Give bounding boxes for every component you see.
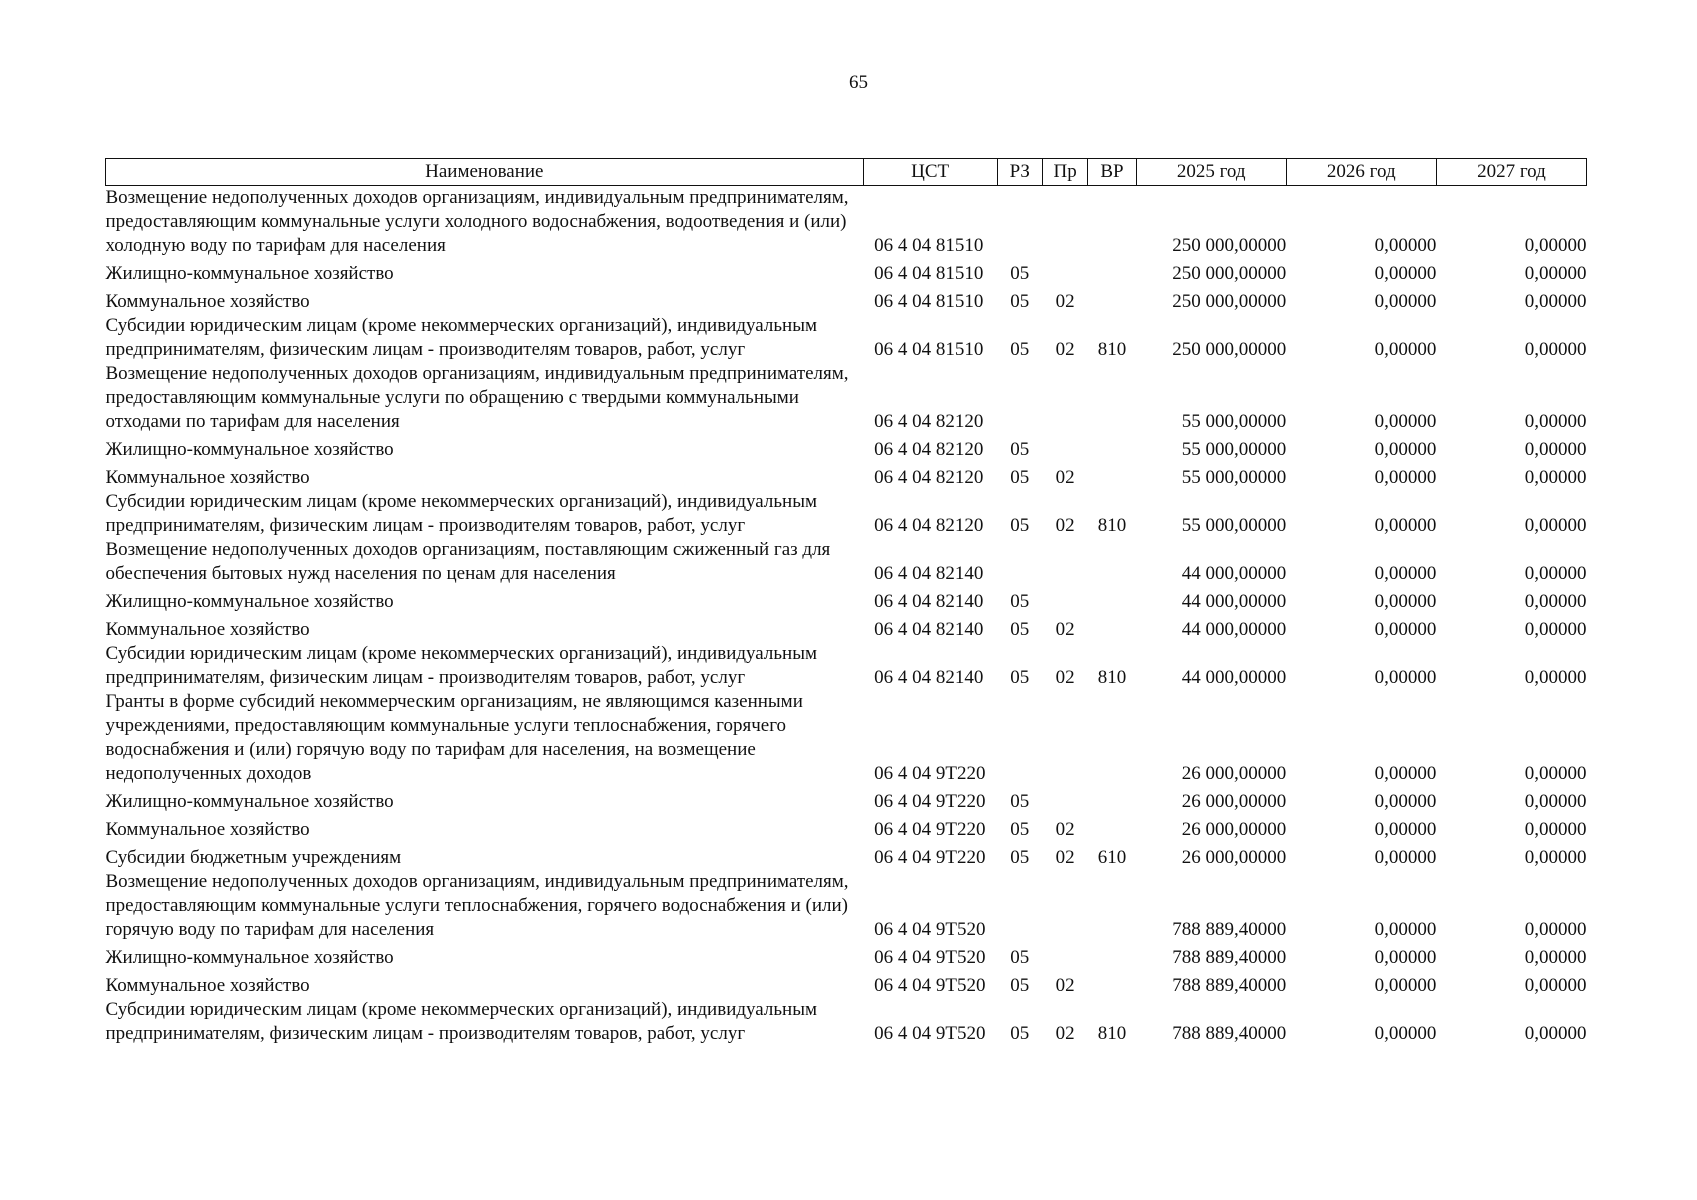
row-2025: 44 000,00000 (1181, 667, 1287, 688)
row-cst: 06 4 04 82120 (874, 439, 984, 460)
header-cst: ЦСТ (863, 159, 997, 186)
table-row (106, 642, 1587, 690)
row-pr (1042, 434, 1087, 462)
row-2027: 0,00000 (1524, 791, 1587, 812)
row-name: Жилищно-коммунальное хозяйство (105, 439, 394, 460)
table-row (106, 490, 1587, 538)
row-cst: 06 4 04 82140 (874, 667, 984, 688)
row-cst: 06 4 04 82120 (874, 411, 984, 432)
row-vr: 610 (1097, 847, 1127, 868)
row-2026: 0,00000 (1374, 667, 1437, 688)
row-2026: 0,00000 (1374, 1023, 1437, 1044)
row-vr (1088, 814, 1136, 842)
row-vr (1088, 614, 1136, 642)
row-pr (1042, 786, 1087, 814)
row-name: Субсидии юридическим лицам (кроме некоммерческих организаций), индивидуальным предпринимателям, физическим лицам - производителям товаров, работ, услуг (105, 491, 817, 536)
table-row (106, 314, 1587, 362)
row-2025: 788 889,40000 (1172, 919, 1287, 940)
row-cst: 06 4 04 82120 (874, 515, 984, 536)
table-header-row (106, 159, 1587, 186)
row-cst: 06 4 04 9Т220 (874, 791, 986, 812)
row-2026: 0,00000 (1374, 947, 1437, 968)
row-vr (1088, 362, 1136, 434)
row-vr: 810 (1097, 667, 1127, 688)
row-name: Субсидии бюджетным учреждениям (105, 847, 402, 868)
table-row (106, 942, 1587, 970)
row-2027: 0,00000 (1524, 947, 1587, 968)
row-cst: 06 4 04 9Т520 (874, 919, 986, 940)
row-2027: 0,00000 (1524, 235, 1587, 256)
row-rz: 05 (1010, 791, 1030, 812)
table-row (106, 286, 1587, 314)
row-2027: 0,00000 (1524, 763, 1587, 784)
row-2025: 26 000,00000 (1181, 847, 1287, 868)
row-name: Гранты в форме субсидий некоммерческим организациям, не являющимся казенными учреждениями, предоставляющим коммунальные услуги теплоснабжения, горячего водоснабжения и (или) горячую воду по тарифам для населения, на возмещение недополученных доходов (105, 691, 803, 784)
row-cst: 06 4 04 9Т220 (874, 847, 986, 868)
row-cst: 06 4 04 82140 (874, 591, 984, 612)
row-name: Коммунальное хозяйство (105, 619, 310, 640)
row-cst: 06 4 04 9Т520 (874, 1023, 986, 1044)
row-2025: 44 000,00000 (1181, 563, 1287, 584)
header-rz: РЗ (997, 159, 1042, 186)
row-vr (1088, 870, 1136, 942)
row-pr: 02 (1055, 515, 1075, 536)
row-2025: 788 889,40000 (1172, 975, 1287, 996)
row-rz (997, 362, 1042, 434)
table-row (106, 362, 1587, 434)
row-rz: 05 (1010, 339, 1030, 360)
row-2027: 0,00000 (1524, 339, 1587, 360)
row-rz: 05 (1010, 515, 1030, 536)
row-cst: 06 4 04 82140 (874, 619, 984, 640)
row-2027: 0,00000 (1524, 975, 1587, 996)
row-rz: 05 (1010, 439, 1030, 460)
row-pr (1042, 538, 1087, 586)
row-2026: 0,00000 (1374, 791, 1437, 812)
row-vr (1088, 258, 1136, 286)
row-pr (1042, 362, 1087, 434)
row-2027: 0,00000 (1524, 847, 1587, 868)
row-2026: 0,00000 (1374, 591, 1437, 612)
row-2027: 0,00000 (1524, 819, 1587, 840)
row-name: Коммунальное хозяйство (105, 819, 310, 840)
table-row (106, 970, 1587, 998)
row-2025: 250 000,00000 (1172, 339, 1287, 360)
row-2025: 44 000,00000 (1181, 591, 1287, 612)
row-2026: 0,00000 (1374, 919, 1437, 940)
row-pr: 02 (1055, 847, 1075, 868)
row-rz: 05 (1010, 947, 1030, 968)
row-cst: 06 4 04 9Т520 (874, 975, 986, 996)
table-row (106, 462, 1587, 490)
row-pr (1042, 942, 1087, 970)
row-2026: 0,00000 (1374, 619, 1437, 640)
row-name: Коммунальное хозяйство (105, 291, 310, 312)
row-pr (1042, 586, 1087, 614)
row-vr: 810 (1097, 339, 1127, 360)
row-rz: 05 (1010, 291, 1030, 312)
row-2025: 26 000,00000 (1181, 819, 1287, 840)
row-2026: 0,00000 (1374, 975, 1437, 996)
row-rz (997, 538, 1042, 586)
row-2026: 0,00000 (1374, 235, 1437, 256)
row-vr: 810 (1097, 1023, 1127, 1044)
row-rz: 05 (1010, 467, 1030, 488)
row-2025: 788 889,40000 (1172, 1023, 1287, 1044)
row-rz: 05 (1010, 1023, 1030, 1044)
row-name: Возмещение недополученных доходов организациям, индивидуальным предпринимателям, предоставляющим коммунальные услуги по обращению с твердыми коммунальными отходами по тарифам для населения (105, 363, 849, 432)
header-pr: Пр (1042, 159, 1087, 186)
row-pr (1042, 186, 1087, 259)
row-cst: 06 4 04 9Т220 (874, 763, 986, 784)
row-rz: 05 (1010, 667, 1030, 688)
table-row (106, 586, 1587, 614)
row-pr: 02 (1055, 467, 1075, 488)
row-rz: 05 (1010, 975, 1030, 996)
row-pr: 02 (1055, 667, 1075, 688)
row-name: Субсидии юридическим лицам (кроме некоммерческих организаций), индивидуальным предпринимателям, физическим лицам - производителям товаров, работ, услуг (105, 643, 817, 688)
row-name: Жилищно-коммунальное хозяйство (105, 263, 394, 284)
row-2026: 0,00000 (1374, 339, 1437, 360)
header-2027: 2027 год (1436, 159, 1586, 186)
row-pr: 02 (1055, 1023, 1075, 1044)
row-name: Жилищно-коммунальное хозяйство (105, 791, 394, 812)
row-2025: 55 000,00000 (1181, 467, 1287, 488)
row-2025: 55 000,00000 (1181, 515, 1287, 536)
table-row (106, 614, 1587, 642)
header-name: Наименование (106, 159, 864, 186)
row-2026: 0,00000 (1374, 263, 1437, 284)
row-name: Жилищно-коммунальное хозяйство (105, 591, 394, 612)
row-vr (1088, 970, 1136, 998)
row-rz (997, 870, 1042, 942)
row-2027: 0,00000 (1524, 619, 1587, 640)
row-cst: 06 4 04 81510 (874, 235, 984, 256)
row-pr: 02 (1055, 819, 1075, 840)
header-vr: ВР (1088, 159, 1136, 186)
row-vr (1088, 186, 1136, 259)
row-2027: 0,00000 (1524, 1023, 1587, 1044)
table-row (106, 814, 1587, 842)
row-name: Субсидии юридическим лицам (кроме некоммерческих организаций), индивидуальным предпринимателям, физическим лицам - производителям товаров, работ, услуг (105, 315, 817, 360)
row-name: Субсидии юридическим лицам (кроме некоммерческих организаций), индивидуальным предпринимателям, физическим лицам - производителям товаров, работ, услуг (105, 999, 817, 1044)
row-name: Коммунальное хозяйство (105, 467, 310, 488)
row-2026: 0,00000 (1374, 411, 1437, 432)
row-2027: 0,00000 (1524, 439, 1587, 460)
row-vr (1088, 538, 1136, 586)
table-row (106, 786, 1587, 814)
row-2026: 0,00000 (1374, 515, 1437, 536)
row-cst: 06 4 04 81510 (874, 339, 984, 360)
row-2025: 55 000,00000 (1181, 439, 1287, 460)
table-row (106, 870, 1587, 942)
row-vr (1088, 462, 1136, 490)
table-row (106, 998, 1587, 1046)
budget-table (105, 158, 1587, 1046)
table-row (106, 434, 1587, 462)
row-rz: 05 (1010, 263, 1030, 284)
row-rz: 05 (1010, 819, 1030, 840)
row-cst: 06 4 04 82140 (874, 563, 984, 584)
row-cst: 06 4 04 9Т220 (874, 819, 986, 840)
row-2027: 0,00000 (1524, 563, 1587, 584)
row-2027: 0,00000 (1524, 919, 1587, 940)
row-cst: 06 4 04 9Т520 (874, 947, 986, 968)
row-2027: 0,00000 (1524, 667, 1587, 688)
table-row (106, 690, 1587, 786)
row-2025: 250 000,00000 (1172, 235, 1287, 256)
row-2027: 0,00000 (1524, 467, 1587, 488)
row-2027: 0,00000 (1524, 291, 1587, 312)
row-pr: 02 (1055, 339, 1075, 360)
header-2026: 2026 год (1286, 159, 1436, 186)
row-vr (1088, 786, 1136, 814)
row-2027: 0,00000 (1524, 263, 1587, 284)
row-2025: 250 000,00000 (1172, 291, 1287, 312)
row-2026: 0,00000 (1374, 847, 1437, 868)
table-row (106, 258, 1587, 286)
row-2025: 55 000,00000 (1181, 411, 1287, 432)
row-name: Возмещение недополученных доходов организациям, индивидуальным предпринимателям, предоставляющим коммунальные услуги холодного водоснабжения, водоотведения и (или) холодную воду по тарифам для населения (105, 187, 849, 256)
row-rz: 05 (1010, 619, 1030, 640)
row-pr: 02 (1055, 975, 1075, 996)
row-name: Жилищно-коммунальное хозяйство (105, 947, 394, 968)
row-pr: 02 (1055, 291, 1075, 312)
row-2025: 26 000,00000 (1181, 791, 1287, 812)
row-vr: 810 (1097, 515, 1127, 536)
row-vr (1088, 286, 1136, 314)
row-rz (997, 690, 1042, 786)
row-2026: 0,00000 (1374, 763, 1437, 784)
row-2027: 0,00000 (1524, 591, 1587, 612)
row-2025: 788 889,40000 (1172, 947, 1287, 968)
row-2025: 250 000,00000 (1172, 263, 1287, 284)
row-2025: 44 000,00000 (1181, 619, 1287, 640)
row-pr (1042, 258, 1087, 286)
table-row (106, 538, 1587, 586)
row-rz: 05 (1010, 847, 1030, 868)
row-name: Возмещение недополученных доходов организациям, индивидуальным предпринимателям, предоставляющим коммунальные услуги теплоснабжения, горячего водоснабжения и (или) горячую воду по тарифам для населения (105, 871, 849, 940)
row-2026: 0,00000 (1374, 291, 1437, 312)
row-cst: 06 4 04 82120 (874, 467, 984, 488)
row-2026: 0,00000 (1374, 467, 1437, 488)
row-vr (1088, 942, 1136, 970)
row-pr (1042, 690, 1087, 786)
header-2025: 2025 год (1136, 159, 1286, 186)
row-vr (1088, 434, 1136, 462)
row-pr: 02 (1055, 619, 1075, 640)
row-cst: 06 4 04 81510 (874, 263, 984, 284)
row-pr (1042, 870, 1087, 942)
table-row (106, 842, 1587, 870)
row-2027: 0,00000 (1524, 515, 1587, 536)
row-name: Возмещение недополученных доходов организациям, поставляющим сжиженный газ для обеспечения бытовых нужд населения по ценам для населения (105, 539, 831, 584)
row-cst: 06 4 04 81510 (874, 291, 984, 312)
row-2027: 0,00000 (1524, 411, 1587, 432)
page-number: 65 (849, 72, 868, 93)
row-2026: 0,00000 (1374, 563, 1437, 584)
row-2025: 26 000,00000 (1181, 763, 1287, 784)
row-name: Коммунальное хозяйство (105, 975, 310, 996)
row-rz: 05 (1010, 591, 1030, 612)
row-2026: 0,00000 (1374, 819, 1437, 840)
table-row (106, 186, 1587, 259)
row-vr (1088, 690, 1136, 786)
row-rz (997, 186, 1042, 259)
row-2026: 0,00000 (1374, 439, 1437, 460)
row-vr (1088, 586, 1136, 614)
